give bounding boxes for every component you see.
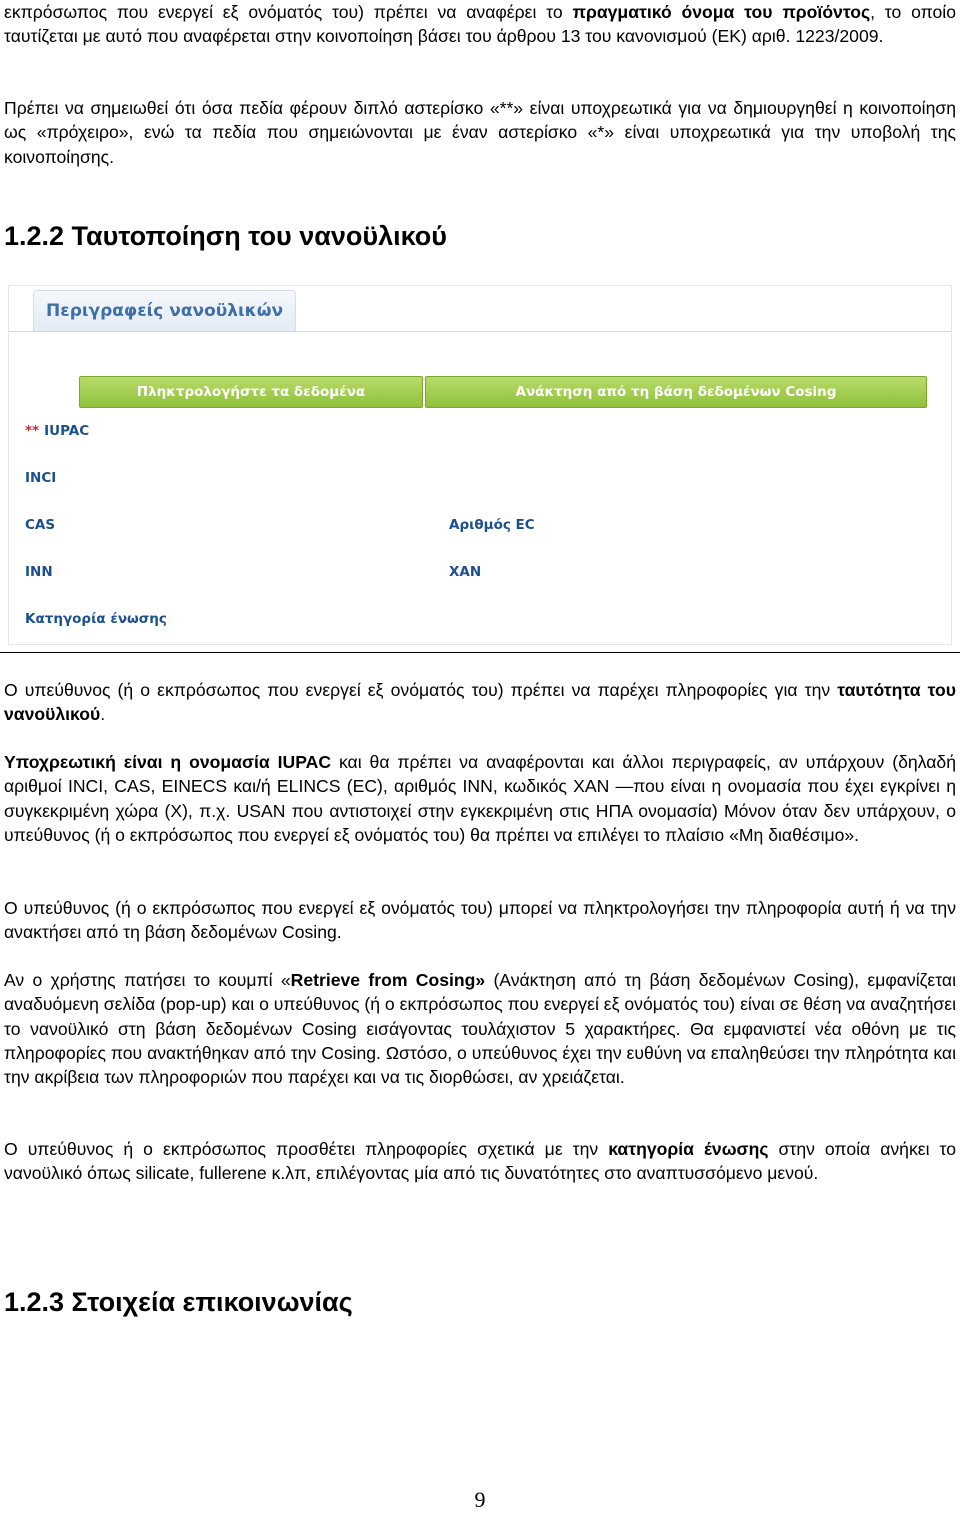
- text-segment: (Ανάκτηση από τη βάση δεδομένων Cosing), εμφανίζεται αναδυόμενη σελίδα (pop-up) και ο υπεύθυνος (ή ο εκπρόσωπος που ενεργεί εξ ονόματός του) είναι σε θέση να αναζητήσει το νανοϋλικό στη βάση δεδομένων Cosing εισάγοντας τουλάχιστον 5 χαρακτήρες. Θα εμφανιστεί νέα οθόνη με τις πληροφορίες που ανακτήθηκαν από την Cosing. Ωστόσο, ο υπεύθυνος έχει την ευθύνη να επαληθεύσει την πληρότητα και την ακρίβεια των πληροφοριών που παρέχει και να τις διορθώσει, αν χρειάζεται.: [4, 970, 956, 1088]
- field-inn: INN: [25, 564, 53, 580]
- bold-term: πραγματικό όνομα του προϊόντος: [572, 2, 871, 22]
- separator-line: [0, 652, 960, 653]
- section-heading-1-2-2: 1.2.2 Ταυτοποίηση του νανοϋλικού: [4, 221, 447, 251]
- text-segment: .: [100, 704, 106, 725]
- retrieve-from-cosing-button[interactable]: Ανάκτηση από τη βάση δεδομένων Cosing: [425, 376, 927, 408]
- intro-paragraph-asterisks: Πρέπει να σημειωθεί ότι όσα πεδία φέρουν διπλό αστερίσκο «**» είναι υποχρεωτικά για να δημιουργηθεί η κοινοποίηση ως «πρόχειρο», ενώ τα πεδία που σημειώνονται με έναν αστερίσκο «*» είναι υποχρεωτικά για την υποβολή της κοινοποίησης.: [4, 98, 956, 167]
- text-segment: Ο υπεύθυνος ή ο εκπρόσωπος προσθέτει πληροφορίες σχετικά με την: [4, 1139, 609, 1159]
- field-compound-category: Κατηγορία ένωσης: [25, 611, 167, 627]
- text-segment: Ο υπεύθυνος (ή ο εκπρόσωπος που ενεργεί εξ ονόματός του) πρέπει να παρέχει πληροφορίες για την: [4, 680, 838, 700]
- field-xan: XAN: [449, 564, 482, 580]
- field-cas: CAS: [25, 517, 56, 533]
- bold-term: Υποχρεωτική είναι η ονομασία IUPAC: [4, 752, 332, 772]
- text-segment: στην οποία ανήκει το νανοϋλικό όπως silicate, fullerene κ.λπ, επιλέγοντας μία από τις δυνατότητες στο αναπτυσσόμενο μενού.: [4, 1139, 956, 1184]
- bold-term: Retrieve from Cosing»: [290, 970, 486, 990]
- intro-paragraph-product-name: [4, 0, 956, 49]
- panel-divider: [9, 331, 951, 332]
- required-marker: **: [25, 423, 40, 439]
- paragraph-retrieve-from-cosing: [4, 968, 956, 1089]
- panel-title-tab: Περιγραφείς νανοϋλικών: [33, 290, 296, 332]
- paragraph-enter-or-retrieve: Ο υπεύθυνος (ή ο εκπρόσωπος που ενεργεί εξ ονόματός του) μπορεί να πληκτρολογήσει την πληροφορία αυτή ή να την ανακτήσει από τη βάση δεδομένων Cosing.: [4, 898, 956, 943]
- bold-term: κατηγορία ένωσης: [608, 1139, 769, 1159]
- section-heading-1-2-3: 1.2.3 Στοιχεία επικοινωνίας: [4, 1287, 353, 1317]
- text-segment: , το οποίο ταυτίζεται με αυτό που αναφέρεται στην κοινοποίηση βάσει του άρθρου 13 του κανονισμού (ΕΚ) αριθ. 1223/2009.: [4, 2, 956, 47]
- text-segment: και θα πρέπει να αναφέρονται και άλλοι περιγραφείς, αν υπάρχουν (δηλαδή αριθμοί INCI, CAS, EINECS και/ή ELINCS (EC), αριθμός INN, κωδικός XAN —που είναι η ονομασία που έχει εγκρίνει η συγκεκριμένη χώρα (X), π.χ. USAN που αντιστοιχεί στην εγκεκριμένη στις ΗΠΑ ονομασία) Μόνον όταν δεν υπάρχουν, ο υπεύθυνος (ή ο εκπρόσωπος που ενεργεί εξ ονόματός του) θα πρέπει να επιλέγει το πλαίσιο «Μη διαθέσιμο».: [4, 752, 956, 845]
- paragraph-iupac-required: [4, 750, 956, 847]
- enter-data-button[interactable]: Πληκτρολογήστε τα δεδομένα: [79, 376, 423, 408]
- paragraph-identity: [4, 678, 956, 727]
- bold-term: ταυτότητα του νανοϋλικού: [4, 680, 956, 725]
- text-segment: Αν ο χρήστης πατήσει το κουμπί «: [4, 970, 291, 990]
- field-ec-number: Αριθμός EC: [449, 517, 535, 533]
- text-segment: εκπρόσωπος που ενεργεί εξ ονόματός του) πρέπει να αναφέρει το: [4, 2, 573, 22]
- page-number: 9: [474, 1487, 486, 1512]
- nanomaterial-descriptors-screenshot: [8, 285, 952, 645]
- paragraph-compound-category: [4, 1137, 956, 1186]
- field-iupac: [25, 423, 89, 439]
- field-label-iupac: IUPAC: [44, 423, 90, 439]
- field-inci: INCI: [25, 470, 57, 486]
